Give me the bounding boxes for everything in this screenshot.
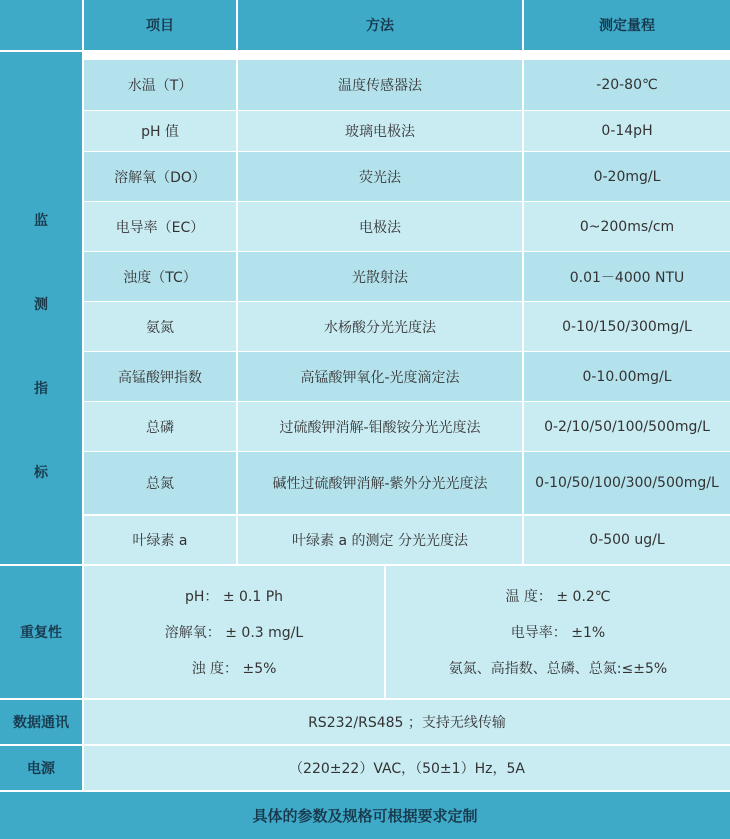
communication-value: RS232/RS485 ；支持无线传输 bbox=[84, 700, 730, 744]
monitor-char-1: 监 bbox=[34, 213, 48, 229]
header-blank bbox=[0, 0, 82, 50]
repeatability-do: 溶解氧： ± 0.3 mg/L bbox=[164, 625, 304, 641]
repeatability-label: 重复性 bbox=[0, 566, 82, 698]
row-range: 0-10.00mg/L bbox=[524, 352, 730, 401]
repeatability-ec: 电导率： ±1% bbox=[510, 625, 606, 641]
row-item: 溶解氧（DO） bbox=[84, 152, 236, 201]
repeatability-turbidity: 浊 度： ±5% bbox=[191, 661, 277, 677]
row-range: 0-10/50/100/300/500mg/L bbox=[524, 452, 730, 514]
repeatability-temp: 温 度： ± 0.2℃ bbox=[505, 589, 611, 605]
repeatability-right bbox=[386, 566, 730, 698]
header-item: 项目 bbox=[84, 0, 236, 50]
row-item: 水温（T） bbox=[84, 60, 236, 110]
row-method: 温度传感器法 bbox=[238, 60, 522, 110]
row-method: 碱性过硫酸钾消解-紫外分光光度法 bbox=[238, 452, 522, 514]
row-item: 浊度（TC） bbox=[84, 252, 236, 301]
monitor-indicator-label bbox=[0, 52, 82, 564]
row-method: 电极法 bbox=[238, 202, 522, 251]
row-method: 过硫酸钾消解-钼酸铵分光光度法 bbox=[238, 402, 522, 451]
row-item: 总氮 bbox=[84, 452, 236, 514]
repeatability-left bbox=[84, 566, 384, 698]
row-method: 玻璃电极法 bbox=[238, 111, 522, 151]
header-method: 方法 bbox=[238, 0, 522, 50]
row-range: 0-500 ug/L bbox=[524, 516, 730, 564]
row-range: 0-14pH bbox=[524, 111, 730, 151]
row-range: 0-2/10/50/100/500mg/L bbox=[524, 402, 730, 451]
row-range: 0~200ms/cm bbox=[524, 202, 730, 251]
power-value: （220±22）VAC，（50±1）Hz，5A bbox=[84, 746, 730, 790]
row-item: 电导率（EC） bbox=[84, 202, 236, 251]
monitor-char-3: 指 bbox=[34, 381, 48, 397]
row-item: 高锰酸钾指数 bbox=[84, 352, 236, 401]
row-item: 氨氮 bbox=[84, 302, 236, 351]
monitor-char-4: 标 bbox=[34, 465, 48, 481]
row-method: 荧光法 bbox=[238, 152, 522, 201]
repeatability-nutrients: 氨氮、高指数、总磷、总氮:≤±5% bbox=[448, 661, 668, 677]
footer-note: 具体的参数及规格可根据要求定制 bbox=[0, 792, 730, 839]
row-item: 叶绿素 a bbox=[84, 516, 236, 564]
row-method: 水杨酸分光光度法 bbox=[238, 302, 522, 351]
row-method: 光散射法 bbox=[238, 252, 522, 301]
row-method: 高锰酸钾氧化-光度滴定法 bbox=[238, 352, 522, 401]
repeatability-ph: pH： ± 0.1 Ph bbox=[184, 589, 284, 605]
row-item: 总磷 bbox=[84, 402, 236, 451]
power-label: 电源 bbox=[0, 746, 82, 790]
row-range: 0-10/150/300mg/L bbox=[524, 302, 730, 351]
communication-label: 数据通讯 bbox=[0, 700, 82, 744]
row-range: 0.01－4000 NTU bbox=[524, 252, 730, 301]
row-method: 叶绿素 a 的测定 分光光度法 bbox=[238, 516, 522, 564]
header-range: 测定量程 bbox=[524, 0, 730, 50]
monitor-char-2: 测 bbox=[34, 297, 48, 313]
row-item: pH 值 bbox=[84, 111, 236, 151]
row-range: -20-80℃ bbox=[524, 60, 730, 110]
row-range: 0-20mg/L bbox=[524, 152, 730, 201]
